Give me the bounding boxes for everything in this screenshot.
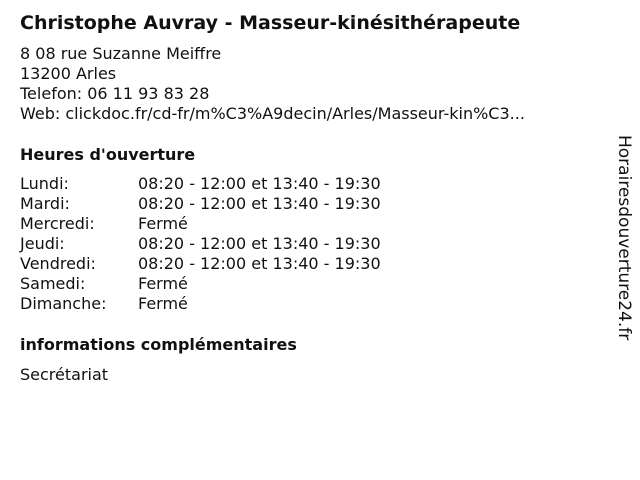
- day-hours: 08:20 - 12:00 et 13:40 - 19:30: [138, 234, 381, 253]
- day-label: Samedi:: [20, 274, 86, 293]
- address-block: [20, 44, 525, 124]
- day-label: Jeudi:: [20, 234, 65, 253]
- day-hours: Fermé: [138, 274, 188, 293]
- day-hours: 08:20 - 12:00 et 13:40 - 19:30: [138, 174, 381, 193]
- website-link[interactable]: Web: clickdoc.fr/cd-fr/m%C3%A9decin/Arles/Masseur-kin%C3...: [20, 104, 525, 123]
- day-hours: Fermé: [138, 214, 188, 233]
- additional-info-heading: informations complémentaires: [20, 335, 297, 354]
- opening-hours-heading: Heures d'ouverture: [20, 145, 196, 164]
- day-hours: Fermé: [138, 294, 188, 313]
- additional-info-text: Secrétariat: [20, 365, 109, 384]
- business-title: Christophe Auvray - Masseur-kinésithérapeute: [20, 12, 521, 34]
- day-label: Mercredi:: [20, 214, 95, 233]
- day-label: Lundi:: [20, 174, 69, 193]
- day-label: Mardi:: [20, 194, 70, 213]
- day-hours: 08:20 - 12:00 et 13:40 - 19:30: [138, 254, 381, 273]
- phone-number: Telefon: 06 11 93 83 28: [20, 84, 210, 103]
- city: 13200 Arles: [20, 64, 117, 83]
- street-address: 8 08 rue Suzanne Meiffre: [20, 44, 222, 63]
- site-watermark: Horairesdouverture24.fr: [614, 135, 634, 341]
- day-hours: 08:20 - 12:00 et 13:40 - 19:30: [138, 194, 381, 213]
- day-label: Vendredi:: [20, 254, 96, 273]
- day-label: Dimanche:: [20, 294, 107, 313]
